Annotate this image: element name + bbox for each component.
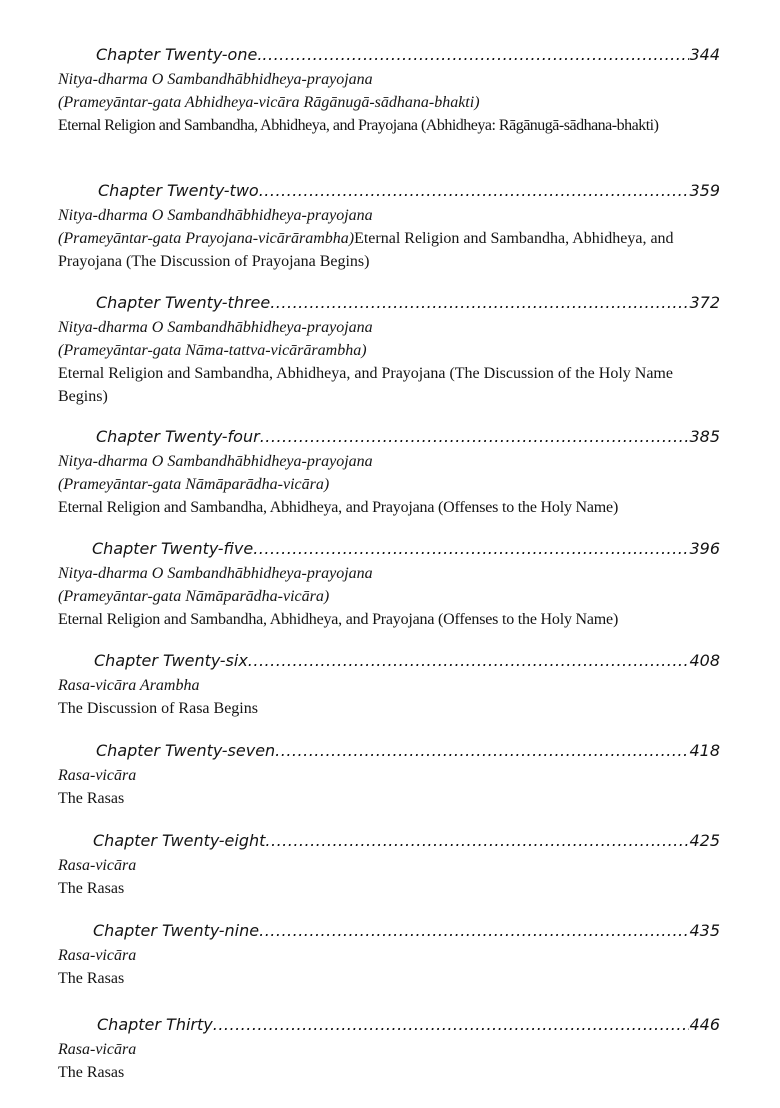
- english-description: Eternal Religion and Sambandha, Abhidheya, and Prayojana (The Discussion of Prayojana Begins): [58, 230, 674, 270]
- chapter-title: Chapter Thirty: [97, 1015, 213, 1034]
- english-description: Eternal Religion and Sambandha, Abhidheya, and Prayojana (Abhidheya: Rāgānugā-sādhana-bhakti): [58, 117, 659, 134]
- leader-dots: [270, 292, 689, 314]
- leader-dots: [260, 426, 690, 448]
- chapter-title: Chapter Twenty-one.: [96, 45, 263, 64]
- page-number: 408: [689, 651, 720, 670]
- bengali-title: Nitya-dharma O Sambandhābhidheya-prayojana: [58, 565, 373, 582]
- bengali-title: Nitya-dharma O Sambandhābhidheya-prayojana: [58, 453, 373, 470]
- page-number: 418: [689, 741, 720, 760]
- toc-entry: [58, 292, 720, 408]
- toc-entry: [58, 180, 720, 273]
- toc-entry: [58, 538, 720, 631]
- chapter-heading[interactable]: [58, 538, 720, 562]
- chapter-heading[interactable]: [58, 44, 720, 68]
- bengali-title: Rasa-vicāra Arambha: [58, 677, 200, 694]
- page-number: 372: [689, 293, 720, 312]
- leader-dots: [213, 1014, 690, 1036]
- leader-dots: [259, 180, 690, 202]
- english-description: Eternal Religion and Sambandha, Abhidheya, and Prayojana (Offenses to the Holy Name): [58, 499, 619, 516]
- chapter-title: Chapter Twenty-four: [96, 427, 260, 446]
- english-description: The Rasas: [58, 790, 125, 807]
- bengali-title: Rasa-vicāra: [58, 857, 137, 874]
- leader-dots: [275, 740, 689, 762]
- chapter-heading[interactable]: [58, 830, 720, 854]
- bengali-title: Rasa-vicāra: [58, 767, 137, 784]
- leader-dots: [253, 538, 689, 560]
- toc-entry: [58, 740, 720, 810]
- page-number: 359: [689, 181, 720, 200]
- english-description: Eternal Religion and Sambandha, Abhidheya, and Prayojana (The Discussion of the Holy Name Begins): [58, 365, 673, 405]
- bengali-subtitle: (Prameyāntar-gata Prayojana-vicārārambha): [58, 230, 355, 247]
- chapter-title: Chapter Twenty-nine: [93, 921, 260, 940]
- bengali-title: Nitya-dharma O Sambandhābhidheya-prayojana: [58, 207, 373, 224]
- toc-entry: [58, 650, 720, 720]
- chapter-heading[interactable]: [58, 426, 720, 450]
- chapter-heading[interactable]: [58, 650, 720, 674]
- bengali-title: Rasa-vicāra: [58, 947, 137, 964]
- chapter-heading[interactable]: [58, 1014, 720, 1038]
- chapter-title: Chapter Twenty-two: [98, 181, 259, 200]
- page-number: 344: [689, 45, 720, 64]
- toc-entry: [58, 426, 720, 519]
- bengali-title: Nitya-dharma O Sambandhābhidheya-prayojana: [58, 71, 373, 88]
- english-description: The Rasas: [58, 880, 125, 897]
- chapter-title: Chapter Twenty-six: [94, 651, 248, 670]
- chapter-heading[interactable]: [58, 920, 720, 944]
- page-number: 425: [689, 831, 720, 850]
- chapter-heading[interactable]: [58, 180, 720, 204]
- toc-entry: [58, 830, 720, 900]
- bengali-subtitle: (Prameyāntar-gata Nāmāparādha-vicāra): [58, 588, 330, 605]
- toc-entry: [58, 44, 720, 137]
- leader-dots: [259, 920, 689, 942]
- chapter-heading[interactable]: [58, 740, 720, 764]
- leader-dots: [248, 650, 690, 672]
- leader-dots: [262, 44, 689, 66]
- page-number: 396: [689, 539, 720, 558]
- english-description: The Discussion of Rasa Begins: [58, 700, 258, 717]
- bengali-title: Nitya-dharma O Sambandhābhidheya-prayojana: [58, 319, 373, 336]
- page-number: 385: [689, 427, 720, 446]
- toc-entry: [58, 1014, 720, 1084]
- toc-entry: [58, 920, 720, 990]
- page-number: 435: [689, 921, 720, 940]
- english-description: The Rasas: [58, 1064, 125, 1081]
- leader-dots: [265, 830, 689, 852]
- chapter-heading[interactable]: [58, 292, 720, 316]
- english-description: The Rasas: [58, 970, 125, 987]
- bengali-subtitle-line: [58, 227, 720, 273]
- page-number: 446: [689, 1015, 720, 1034]
- chapter-title: Chapter Twenty-eight: [93, 831, 266, 850]
- chapter-title: Chapter Twenty-three: [96, 293, 271, 312]
- english-description: Eternal Religion and Sambandha, Abhidheya, and Prayojana (Offenses to the Holy Name): [58, 611, 619, 628]
- bengali-title: Rasa-vicāra: [58, 1041, 137, 1058]
- bengali-subtitle: (Prameyāntar-gata Abhidheya-vicāra Rāgānugā-sādhana-bhakti): [58, 94, 480, 111]
- chapter-title: Chapter Twenty-five: [92, 539, 254, 558]
- bengali-subtitle: (Prameyāntar-gata Nāmāparādha-vicāra): [58, 476, 330, 493]
- chapter-title: Chapter Twenty-seven: [96, 741, 276, 760]
- bengali-subtitle: (Prameyāntar-gata Nāma-tattva-vicārārambha): [58, 342, 367, 359]
